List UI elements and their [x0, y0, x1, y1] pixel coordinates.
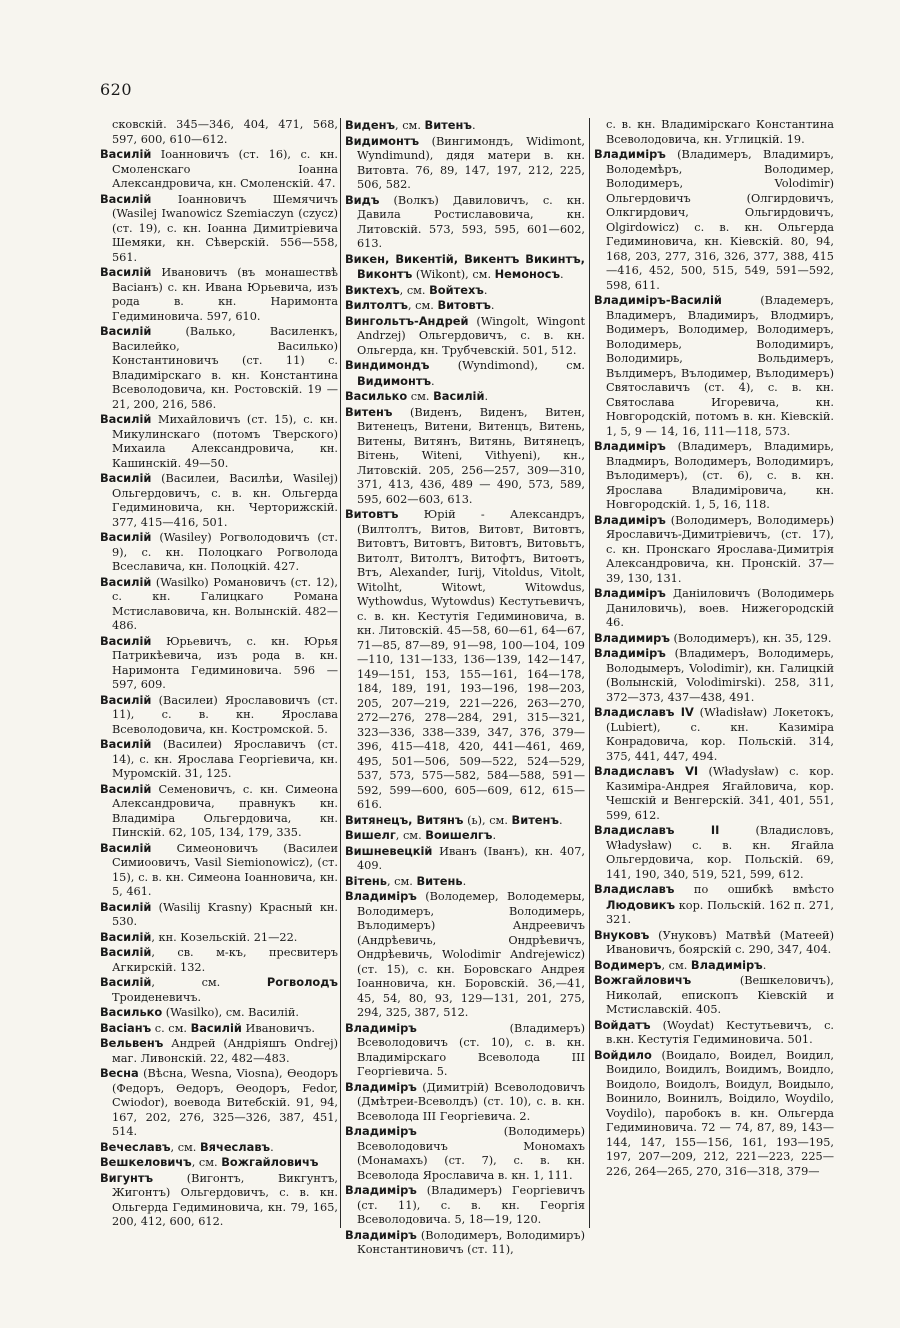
index-entry	[594, 882, 834, 928]
index-entry	[345, 193, 585, 252]
entry-headword: Немоносъ	[494, 267, 561, 281]
entry-text: (Виденъ, Виденъ, Витен, Витенецъ, Витени, Витенцъ, Витень, Витены, Витянъ, Витянь, Витянецъ, Вітень, Witeni, Vithyeni), кн., Литовскій. 205, 256—257, 309—310, 371, 413, 436, 489 — 490, 573, 589, 595, 602—603, 613.	[357, 405, 585, 506]
index-entry	[100, 1005, 338, 1021]
index-entry	[594, 631, 834, 647]
index-entry	[345, 813, 585, 829]
entry-headword: Вожгайловичъ	[221, 1155, 319, 1169]
index-entry	[100, 975, 338, 1005]
entry-text: .	[762, 958, 767, 972]
index-column-3	[594, 118, 834, 1179]
index-entry	[100, 634, 338, 693]
entry-text: (Вингимондъ, Widimont, Wyndimund), дядя матери в. кн. Витовта. 76, 89, 147, 197, 212, 225, 506, 582.	[357, 134, 585, 191]
index-entry	[100, 945, 338, 975]
index-entry	[345, 1080, 585, 1125]
entry-headword: Василій	[100, 530, 152, 544]
index-entry	[345, 1183, 585, 1228]
entry-text: (Владимеръ, Володимерь, Володымеръ, Volodimir), кн. Галицкій (Волынскій, Volodimirski). 258, 311, 372—373, 437—438, 491.	[606, 647, 834, 704]
entry-headword: Василько	[100, 1005, 163, 1019]
entry-headword: Василій	[100, 147, 152, 161]
entry-text: (Владемеръ, Владимеръ, Владимиръ, Влодмиръ, Водимеръ, Володимер, Володимеръ, Володимерь, Володимиръ, Володимирь, Вольдимеръ, Вълдимеръ, Вълодимер, Вълодимеръ) Святославичъ (ст. 4), с. в. кн. Святослава Игоревича, кн. Новгородскій, потомъ в. кн. Кіевскій. 1, 5, 9 — 14, 16, 111—118, 573.	[606, 294, 834, 438]
index-entry	[100, 530, 338, 575]
entry-headword: Василій	[100, 899, 152, 914]
entry-headword: Владиміръ	[345, 1079, 417, 1094]
entry-headword: Васіанъ	[100, 1020, 152, 1035]
entry-text: .	[431, 374, 435, 388]
index-entry	[594, 586, 834, 631]
entry-text: Ивановичъ.	[241, 1021, 315, 1035]
entry-headword: Владиміръ	[690, 957, 763, 972]
entry-text: см.	[407, 390, 434, 403]
entry-text: .	[483, 283, 488, 297]
entry-text: (Волкъ) Давиловичъ, с. кн. Давила Ростиславовича, кн. Литовскій. 573, 593, 595, 601—602, 613.	[357, 193, 585, 250]
index-entry	[594, 973, 834, 1018]
entry-text: (Володемер, Володемеры, Володимеръ, Володимерь, Вълодимеръ) Андреевичъ (Андрѣевичь, Ондрѣевичъ, Ондрѣевичь, Wolodimir Andrejewicz) (ст. 15), с. кн. Боровскаго Андрея Іоанновича, кн. Боровскій. 36,—41, 45, 54, 80, 93, 129—131, 201, 275, 294, 325, 387, 512.	[357, 890, 585, 1019]
index-entry	[345, 389, 585, 405]
entry-text: (Василеи) Ярославичъ (ст. 14), с. кн. Ярослава Георгіевича, кн. Муромскій. 31, 125.	[112, 738, 338, 780]
entry-headword: Василій	[100, 929, 152, 944]
entry-text: (Василеи) Ярославовичъ (ст. 11), с. в. кн. Ярослава Всеволодовича, кн. Костромской. 5.	[112, 693, 338, 736]
entry-headword: Войдило	[594, 1047, 652, 1062]
entry-text: (Воидало, Воидел, Воидил, Воидило, Воидилъ, Воидимъ, Воидло, Воидоло, Воидолъ, Воидул, Воидыло, Воинило, Воинилъ, Воідило, Woydilo, Voydilo), паробокъ в. кн. Ольгерда Гедиминовича. 72 — 74, 87, 89, 143—144, 147, 155—156, 161, 193—195, 197, 207—209, 212, 221—223, 225—226, 264—265, 270, 316—318, 379—	[606, 1048, 834, 1178]
entry-text: кор. Польскій. 162 п. 271, 321.	[606, 898, 834, 926]
entry-text: , см.	[191, 1156, 222, 1169]
entry-text: .	[484, 390, 489, 403]
entry-headword: Вітень	[345, 873, 387, 888]
index-entry	[100, 1140, 338, 1156]
entry-headword: Василій	[100, 191, 152, 206]
entry-headword: Василій	[100, 737, 152, 751]
entry-headword: Вилтолтъ	[345, 298, 408, 312]
index-entry	[100, 930, 338, 946]
entry-text: , кн. Козельскій. 21—22.	[151, 930, 298, 944]
entry-headword: Владиміръ	[345, 889, 417, 903]
entry-text: (Вешкеловичъ), Николай, епископъ Кіевскій и Мстиславскій. 405.	[606, 974, 834, 1016]
entry-text: Ивановичъ (въ монашествѣ Васіанъ) с. кн. Ивана Юрьевича, изъ рода в. кн. Наримонта Гедиминовича. 597, 610.	[112, 266, 338, 323]
index-entry	[100, 693, 338, 738]
entry-text: .	[270, 1140, 274, 1154]
index-entry	[100, 575, 338, 634]
entry-headword: Видимонтъ	[357, 373, 432, 388]
index-entry	[345, 283, 585, 299]
index-entry	[594, 1048, 834, 1180]
entry-text: Іоанновичъ (ст. 16), с. кн. Смоленскаго Іоанна Александровича, кн. Смоленскій. 47.	[112, 148, 338, 190]
entry-text: (Wyndimond), см.	[429, 359, 585, 372]
entry-headword: Василій	[100, 692, 152, 707]
entry-text: с. см.	[151, 1021, 191, 1035]
entry-text: с. в. кн. Владимірскаго Константина Всеволодовича, кн. Углицкій. 19.	[606, 118, 834, 146]
entry-headword: Вингольтъ-Андрей	[345, 313, 469, 328]
entry-text: (Василеи, Василѣи, Wasilej) Ольгердовичъ, с. в. кн. Ольгерда Гедиминовича, кн. Черторижскій. 377, 415—416, 501.	[112, 472, 338, 529]
entry-text: , см.	[399, 283, 430, 297]
index-entry	[594, 958, 834, 974]
entry-headword: Людовикъ	[606, 897, 676, 912]
entry-text: (Wingolt, Wingont Andrzej) Ольгердовичъ, с. в. кн. Ольгерда, кн. Трубчевскій. 501, 512.	[357, 314, 585, 357]
entry-headword: Василій	[100, 945, 152, 959]
entry-text: (Владимеръ, Владимирь, Владмиръ, Володимеръ, Володимиръ, Вълодимеръ), (ст. 6), с. в. кн. Ярослава Владиміровича, кн. Новгородскій. 1, 5, 16, 118.	[606, 440, 834, 511]
entry-text: Андрей (Андріяшъ Ondrej) маг. Ливонскій. 22, 482—483.	[112, 1037, 338, 1065]
entry-text: (Володимеръ), кн. 35, 129.	[669, 631, 832, 645]
entry-headword: Рогволодъ	[266, 975, 338, 989]
entry-text: .	[471, 119, 476, 132]
entry-headword: Владиміръ	[594, 439, 666, 453]
index-entry	[594, 646, 834, 705]
entry-headword: Владиміръ	[594, 147, 666, 161]
entry-headword: Владиміръ	[594, 586, 666, 600]
entry-headword: Витовтъ	[437, 298, 491, 312]
index-entry	[100, 1066, 338, 1140]
entry-headword: Видъ	[345, 192, 380, 207]
entry-text: .	[558, 813, 563, 827]
entry-headword: Вешкеловичъ	[100, 1155, 192, 1169]
entry-text: (Вѣсна, Wesna, Viosna), Өеодоръ (Федоръ, Өедоръ, Өеодоръ, Fedor, Cwiodor), воевода Витебскій. 91, 94, 167, 202, 276, 325—326, 387, 451, 514.	[112, 1067, 338, 1138]
index-column-2	[345, 118, 585, 1258]
entry-text: (Wikont), см.	[412, 268, 495, 281]
entry-headword: Виденъ	[345, 118, 396, 132]
entry-text: Даніиловичъ (Володимерь Даниловичь), воев. Нижегородскій 46.	[606, 587, 834, 629]
entry-headword: Владимиръ	[594, 630, 670, 645]
index-entry	[345, 828, 585, 844]
index-entry	[100, 147, 338, 192]
entry-text: , св. м-къ, пресвитеръ Агкирскій. 132.	[112, 946, 338, 974]
entry-text: (Володимерь) Всеволодовичъ Мономахъ (Монамахъ) (ст. 7), с. в. кн. Всеволода Ярославича в. кн. 1, 111.	[357, 1125, 585, 1182]
entry-headword: Василій	[100, 412, 152, 426]
entry-headword: Владиславъ	[594, 882, 675, 896]
entry-text: (Димитрій) Всеволодовичъ (Дмѣтреи-Всеволдъ) (ст. 10), с. в. кн. Всеволода III Георгіевича. 2.	[357, 1080, 585, 1123]
index-entry	[100, 1021, 338, 1037]
index-entry	[594, 705, 834, 764]
index-entry	[100, 412, 338, 471]
entry-text: (Woydat) Кестутьевичъ, с. в.кн. Кестутія Гедиминовича. 501.	[606, 1018, 834, 1046]
entry-text: (Władisław) Локетокъ, (Lubiert), с. кн. Казиміра Конрадовича, кор. Польскій. 314, 375, 441, 447, 494.	[606, 706, 834, 763]
entry-headword: Василій	[100, 781, 152, 796]
entry-text: .	[462, 874, 467, 888]
entry-text: (Валько, Василенкъ, Василейко, Василько) Константиновичъ (ст. 11) с. Владимірскаго в. кн. Константина Всеволодовича, кн. Ростовскій. 19 — 21, 200, 216, 586.	[112, 325, 338, 411]
entry-text: Юрьевичъ, с. кн. Юрья Патрикѣевича, изъ рода в. кн. Наримонта Гедиминовича. 596 — 597, 609.	[112, 634, 338, 691]
entry-headword: Виктехъ	[345, 282, 400, 297]
page-number: 620	[100, 80, 133, 99]
index-column-1	[100, 118, 338, 1230]
entry-text: (Wasilko) Романовичъ (ст. 12), с. кн. Галицкаго Романа Мстиславовича, кн. Волынскій. 482—486.	[112, 575, 338, 632]
entry-headword: Вишневецкій	[345, 843, 433, 858]
entry-text: (Wasilko), см. Василій.	[162, 1006, 299, 1019]
entry-headword: Владиміръ-Василій	[594, 293, 722, 307]
entry-headword: Василько	[345, 389, 408, 403]
entry-text: .	[492, 829, 497, 842]
index-entry	[594, 764, 834, 823]
entry-headword: Вельвенъ	[100, 1036, 164, 1050]
entry-headword: Войтехъ	[429, 282, 484, 297]
index-entry	[100, 782, 338, 841]
entry-text: Семеновичъ, с. кн. Симеона Александровича, правнукъ кн. Владиміра Ольгердовича, кн. Пинскій. 62, 105, 134, 179, 335.	[112, 782, 338, 839]
index-entry	[345, 252, 585, 283]
entry-headword: Василій	[100, 574, 152, 589]
entry-text: (Владимеръ) Всеволодовичъ (ст. 10), с. в. кн. Владимірскаго Всеволода III Георгіевича. 5.	[357, 1021, 585, 1078]
index-entry	[100, 900, 338, 930]
index-entry	[345, 874, 585, 890]
entry-headword: Василій	[100, 471, 152, 485]
index-entry	[345, 507, 585, 813]
index-entry	[100, 1171, 338, 1230]
entry-text: (Wasiley) Рогволодовичъ (ст. 9), с. кн. Полоцкаго Рогволода Всеславича, кн. Полоцкій. 427.	[112, 531, 338, 573]
index-entry	[100, 471, 338, 530]
index-entry	[345, 889, 585, 1021]
index-entry	[345, 1021, 585, 1080]
entry-text: Симеоновичъ (Василеи Симиоовичъ, Vasil Siemionowicz), (ст. 15), с. в. кн. Симеона Іоанновича, кн. 5, 461.	[112, 841, 338, 898]
index-entry	[594, 1018, 834, 1048]
entry-headword: Василій	[433, 389, 485, 403]
entry-headword: Вожгайловичъ	[594, 973, 692, 987]
index-entry	[594, 513, 834, 587]
entry-text: (Wasilij Krasny) Красный кн. 530.	[112, 900, 338, 928]
entry-headword: Владиславъ II	[594, 823, 720, 837]
index-entry	[100, 841, 338, 900]
entry-text: , см.	[661, 958, 691, 972]
column-divider	[340, 118, 341, 1228]
entry-text: по ошибкѣ вмѣсто	[674, 883, 834, 896]
index-entry	[100, 1036, 338, 1066]
entry-headword: Василій	[100, 633, 152, 648]
entry-text: Іоанновичъ Шемячичъ (Wasilej Iwanowicz Szemiaczyn (czycz) (ст. 19), с. кн. Іоанна Димитріевича Шемяки, кн. Сѣверскій. 556—558, 561.	[112, 192, 338, 264]
index-entry	[594, 823, 834, 882]
index-entry	[594, 118, 834, 147]
entry-text: , см.	[407, 299, 438, 312]
entry-text: , см.	[151, 976, 267, 989]
index-entry	[100, 192, 338, 266]
entry-text: сковскій. 345—346, 404, 471, 568, 597, 600, 610—612.	[112, 118, 338, 146]
index-entry	[100, 324, 338, 412]
entry-text: (Вигонтъ, Викгунтъ, Жигонтъ) Ольгердовичъ, с. в. кн. Ольгерда Гедиминовича, кн. 79, 165, 200, 412, 600, 612.	[112, 1171, 338, 1228]
entry-headword: Витень	[416, 873, 463, 888]
entry-text: Юрій - Александръ, (Вилтолтъ, Витов, Витовт, Витовтъ, Витовтъ, Витовтъ, Витовтъ, Витовьтъ, Витолт, Витолтъ, Витофтъ, Витоѳтъ, Втъ, Alexander, Iurij, Vitoldus, Vitolt, Witolht, Witowt, Witowdus, Wythowdus, Wytowdus) Кестутьевичъ, с. в. кн. Кестутія Гедиминовича, в. кн. Литовскій. 45—58, 60—61, 64—67, 71—85, 87—89, 91—98, 100—104, 109—110, 131—133, 136—139, 142—147, 149—151, 153, 155—161, 164—178, 184, 189, 191, 193—196, 198—203, 205, 207—219, 221—226, 263—270, 272—276, 278—284, 291, 315—321, 323—336, 338—339, 347, 376, 379—396, 415—418, 420, 441—461, 469, 495, 501—506, 509—522, 524—529, 537, 573, 575—582, 584—588, 591—592, 599—600, 605—609, 612, 615—616.	[357, 508, 585, 811]
entry-headword: Вишелг	[345, 828, 396, 842]
entry-headword: Владиміръ	[345, 1227, 417, 1242]
entry-text: (Унуковъ) Матвѣй (Матеей) Ивановичъ, боярскій с. 290, 347, 404.	[606, 928, 834, 956]
entry-headword: Водимеръ	[594, 957, 662, 972]
entry-headword: Внуковъ	[594, 927, 650, 942]
index-entry	[594, 439, 834, 513]
index-entry	[345, 844, 585, 874]
entry-text: (Владимеръ, Владимиръ, Володемѣръ, Володимер, Володимеръ, Volodimir) Ольгердовичъ (Олгирдовичъ, Олкгирдович, Ольгирдовичъ, Olgirdowicz) с. в. кн. Ольгерда Гедиминовича, кн. Кіевскій. 80, 94, 168, 203, 277, 316, 326, 377, 388, 415—416, 452, 500, 515, 549, 591—592, 598, 611.	[606, 148, 834, 292]
entry-text: Михайловичъ (ст. 15), с. кн. Микулинскаго (потомъ Тверского) Михаила Александровича, кн. Кашинскій. 49—50.	[112, 413, 338, 470]
entry-headword: Василій	[100, 324, 152, 338]
index-entry	[345, 298, 585, 314]
column-divider	[589, 118, 590, 1228]
entry-headword: Владиславъ VI	[594, 764, 699, 778]
entry-headword: Василій	[100, 265, 152, 279]
entry-headword: Видимонтъ	[345, 133, 420, 148]
entry-text: , см.	[170, 1140, 200, 1154]
entry-headword: Воишелгъ	[425, 828, 493, 842]
entry-headword: Витенъ	[345, 404, 393, 419]
entry-headword: Витянецъ, Витянъ	[345, 812, 464, 827]
index-entry	[100, 265, 338, 324]
entry-text: (Władysław) с. кор. Казиміра-Андрея Ягайловича, кор. Чешскій и Венгерскій. 341, 401, 551, 599, 612.	[606, 765, 834, 822]
index-entry	[100, 1155, 338, 1171]
entry-headword: Витовтъ	[345, 507, 399, 521]
index-entry	[594, 293, 834, 439]
index-entry	[100, 737, 338, 782]
entry-headword: Василій	[100, 840, 152, 855]
entry-headword: Витенъ	[511, 812, 559, 827]
index-entry	[100, 118, 338, 147]
entry-text: .	[560, 268, 564, 281]
entry-headword: Витенъ	[424, 118, 472, 132]
entry-text: , см.	[395, 829, 426, 842]
entry-text: .	[490, 299, 495, 312]
index-entry	[345, 134, 585, 193]
entry-headword: Владиміръ	[345, 1124, 417, 1138]
entry-headword: Виндимондъ	[345, 358, 430, 372]
entry-text: (Владимеръ) Георгіевичъ (ст. 11), с. в. кн. Георгія Всеволодовича. 5, 18—19, 120.	[357, 1184, 585, 1226]
index-entry	[594, 928, 834, 958]
entry-text: (ь), см.	[463, 813, 512, 827]
entry-headword: Владиміръ	[594, 646, 666, 660]
index-entry	[345, 358, 585, 389]
entry-headword: Вигунтъ	[100, 1170, 154, 1185]
entry-text: (Володимеръ, Володимерь) Ярославичъ-Димитріевичъ, (ст. 17), с. кн. Пронскаго Ярослава-Димитрія Александровича, кн. Пронскій. 37—39, 130, 131.	[606, 513, 834, 585]
entry-headword: Весна	[100, 1066, 139, 1080]
entry-headword: Викен, Викентій, Викентъ Викинтъ, Виконтъ	[345, 251, 585, 281]
index-entry	[345, 314, 585, 359]
index-entry	[345, 1124, 585, 1183]
entry-text: , см.	[395, 119, 425, 132]
entry-headword: Владиміръ	[345, 1020, 417, 1035]
entry-headword: Василій	[100, 975, 152, 989]
index-entry	[345, 1228, 585, 1258]
index-entry	[594, 147, 834, 293]
entry-headword: Вячеславъ	[200, 1139, 271, 1154]
entry-headword: Василій	[190, 1020, 242, 1035]
index-entry	[345, 118, 585, 134]
entry-headword: Владиславъ IV	[594, 705, 694, 719]
entry-headword: Владиміръ	[345, 1183, 417, 1197]
index-entry	[345, 405, 585, 508]
entry-headword: Вечеславъ	[100, 1139, 171, 1154]
entry-text: Иванъ (Іванъ), кн. 407, 409.	[357, 844, 585, 872]
entry-text: (Владисловъ, Władysław) с. в. кн. Ягайла Ольгердовича, кор. Польскій. 69, 141, 190, 340, 519, 521, 599, 612.	[606, 824, 834, 881]
entry-text: , см.	[387, 874, 417, 888]
entry-headword: Владиміръ	[594, 512, 666, 527]
entry-headword: Войдатъ	[594, 1017, 651, 1032]
entry-text: (Володимеръ, Володимиръ) Константиновичъ (ст. 11),	[357, 1228, 585, 1256]
entry-text: Троиденевичъ.	[112, 990, 202, 1004]
